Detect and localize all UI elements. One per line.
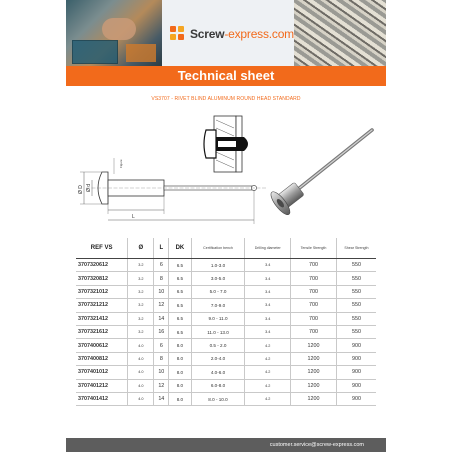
cell-ref: 3707320612 [76,259,128,272]
cell-diameter: 3.2 [128,299,154,312]
cell-drilling: 3.4 [245,299,291,312]
cell-shear: 900 [336,339,376,352]
cell-diameter: 3.2 [128,325,154,338]
screws-photo [294,0,386,66]
cell-certification: 5.0 - 7.0 [191,285,245,298]
cell-tensile: 700 [291,325,337,338]
cell-diameter: 3.2 [128,272,154,285]
table-row [76,325,376,338]
page-title: Technical sheet [66,66,386,86]
cell-tensile: 700 [291,259,337,272]
table-row [76,339,376,352]
cell-tensile: 1200 [291,366,337,379]
cell-certification: 8.0 - 10.0 [191,392,245,405]
cell-length: 12 [154,299,169,312]
cell-tensile: 700 [291,299,337,312]
rivet-drawing-svg [66,108,386,234]
table-row [76,352,376,365]
technical-sheet-page [66,0,386,452]
table-row [76,285,376,298]
cell-length: 10 [154,285,169,298]
cell-certification: 11.0 - 13.0 [191,325,245,338]
col-tensile: Tensile Strength [291,238,337,259]
cell-dk: 6.5 [169,325,192,338]
logo-icon [170,26,186,42]
cell-shear: 900 [336,392,376,405]
col-diameter: Ø [128,238,154,259]
table-row [76,366,376,379]
cell-dk: 6.5 [169,312,192,325]
footer-email[interactable]: customer.service@screw-express.com [269,442,364,448]
cell-certification: 6.0-8.0 [191,379,245,392]
table-row [76,392,376,405]
table-row [76,272,376,285]
product-subtitle: VS3707 - RIVET BLIND ALUMINUM ROUND HEAD STANDARD [151,96,301,102]
cell-ref: 3707320812 [76,272,128,285]
cell-diameter: 4.0 [128,352,154,365]
cell-ref: 3707401412 [76,392,128,405]
cell-tensile: 1200 [291,352,337,365]
col-drilling: Drilling diameter [245,238,291,259]
table-row [76,259,376,272]
cell-diameter: 4.0 [128,392,154,405]
cell-certification: 0.5 - 2.0 [191,339,245,352]
cell-dk: 6.5 [169,272,192,285]
cell-certification: 3.0-5.0 [191,272,245,285]
specification-table [76,238,376,406]
cell-shear: 550 [336,285,376,298]
grip-label: Figure [119,159,123,168]
diameter-D-label: Ø D [78,185,84,194]
cell-shear: 550 [336,312,376,325]
cell-certification: 2.0-4.0 [191,352,245,365]
header [66,0,386,66]
rivet-drawing [66,108,386,234]
table-header-row [76,238,376,259]
cell-shear: 550 [336,272,376,285]
cell-length: 14 [154,392,169,405]
cell-dk: 8.0 [169,379,192,392]
cell-tensile: 1200 [291,392,337,405]
cell-tensile: 700 [291,312,337,325]
col-shear: Shear Strength [336,238,376,259]
cell-ref: 3707321212 [76,299,128,312]
cell-diameter: 3.2 [128,312,154,325]
cell-length: 8 [154,272,169,285]
cell-certification: 9.0 - 11.0 [191,312,245,325]
cell-drilling: 3.4 [245,272,291,285]
cell-drilling: 3.4 [245,285,291,298]
cell-dk: 8.0 [169,366,192,379]
cell-ref: 3707400812 [76,352,128,365]
cell-ref: 3707401212 [76,379,128,392]
cell-shear: 550 [336,299,376,312]
cell-ref: 3707401012 [76,366,128,379]
cell-diameter: 3.2 [128,285,154,298]
installed-section-diagram [204,116,248,172]
cell-length: 14 [154,312,169,325]
col-dk: DK [169,238,192,259]
cell-dk: 6.5 [169,259,192,272]
table-row [76,312,376,325]
cell-diameter: 4.0 [128,339,154,352]
table-row [76,299,376,312]
cell-drilling: 3.4 [245,259,291,272]
cell-diameter: 4.0 [128,379,154,392]
cell-diameter: 3.2 [128,259,154,272]
cell-drilling: 4.2 [245,366,291,379]
cell-ref: 3707400612 [76,339,128,352]
cell-drilling: 4.2 [245,392,291,405]
cell-drilling: 3.4 [245,325,291,338]
diameter-d-label: Ø d [86,183,92,192]
table-row [76,379,376,392]
cell-dk: 8.0 [169,339,192,352]
cell-ref: 3707321412 [76,312,128,325]
cell-dk: 6.5 [169,299,192,312]
cell-length: 6 [154,339,169,352]
cell-drilling: 4.2 [245,339,291,352]
cell-dk: 8.0 [169,392,192,405]
cell-shear: 900 [336,379,376,392]
cell-length: 8 [154,352,169,365]
rivet-product-image [268,130,372,217]
cell-drilling: 3.4 [245,312,291,325]
length-L-label: L [132,214,135,220]
cell-tensile: 1200 [291,339,337,352]
cell-dk: 6.5 [169,285,192,298]
table-body [76,259,376,406]
cell-shear: 900 [336,352,376,365]
cell-certification: 7.0-9.0 [191,299,245,312]
cell-shear: 900 [336,366,376,379]
cell-drilling: 4.2 [245,379,291,392]
cell-shear: 550 [336,259,376,272]
cell-ref: 3707321612 [76,325,128,338]
tools-photo [66,0,162,66]
cell-length: 6 [154,259,169,272]
cell-certification: 4.0-6.0 [191,366,245,379]
brand-name: Screw-express.com [190,27,294,41]
cell-length: 12 [154,379,169,392]
cell-ref: 3707321012 [76,285,128,298]
cell-length: 16 [154,325,169,338]
cell-tensile: 700 [291,272,337,285]
footer [66,438,386,452]
cell-length: 10 [154,366,169,379]
cell-shear: 550 [336,325,376,338]
cell-dk: 8.0 [169,352,192,365]
col-certification: Certification bench [191,238,245,259]
col-ref: REF VS [76,238,128,259]
cell-tensile: 1200 [291,379,337,392]
cell-diameter: 4.0 [128,366,154,379]
col-length: L [154,238,169,259]
cell-certification: 1.0-3.0 [191,259,245,272]
cell-drilling: 4.2 [245,352,291,365]
brand-logo [170,22,294,46]
cell-tensile: 700 [291,285,337,298]
